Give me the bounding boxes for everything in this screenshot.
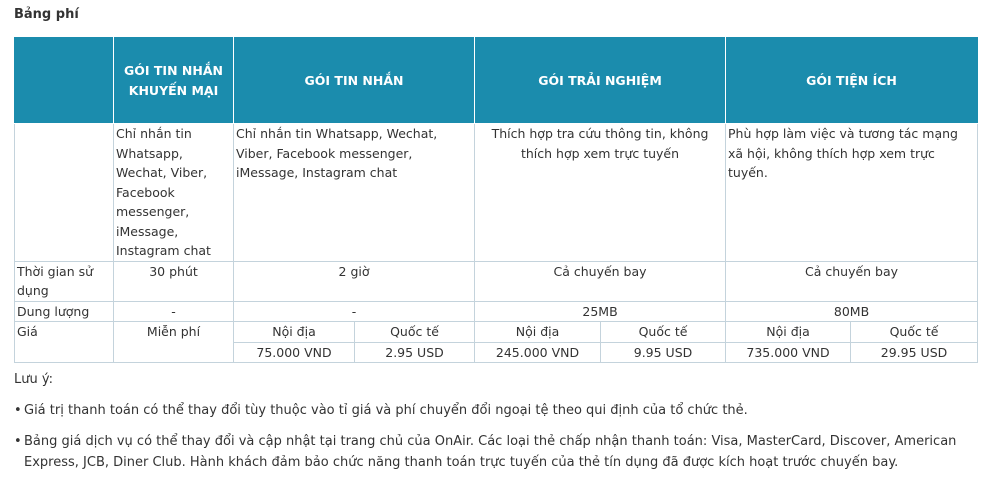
capacity-utility: 80MB <box>726 301 978 322</box>
notes-label: Lưu ý: <box>14 372 53 387</box>
messaging-domestic-label: Nội địa <box>234 322 355 343</box>
price-promo-messaging: Miễn phí <box>114 322 234 363</box>
duration-experience: Cả chuyến bay <box>475 261 726 301</box>
page-title: Bảng phí <box>14 7 79 22</box>
duration-label: Thời gian sử dụng <box>15 261 114 301</box>
description-utility: Phù hợp làm việc và tương tác mạng xã hội, không thích hợp xem trực tuyến. <box>726 124 978 262</box>
utility-international-price: 29.95 USD <box>851 342 978 363</box>
note-text-2: Bảng giá dịch vụ có thể thay đổi và cập nhật tại trang chủ của OnAir. Các loại thẻ chấp nhận thanh toán: Visa, MasterCard, Discover, American Express, JCB, Diner Club. Hành khách đảm bảo chức năng thanh toán trực tuyến của thẻ tín dụng đã được kích hoạt trước chuyến bay. <box>24 434 957 470</box>
utility-international-label: Quốc tế <box>851 322 978 343</box>
capacity-experience: 25MB <box>475 301 726 322</box>
price-label: Giá <box>15 322 114 363</box>
description-row <box>15 124 978 262</box>
utility-domestic-price: 735.000 VND <box>726 342 851 363</box>
messaging-international-label: Quốc tế <box>355 322 475 343</box>
capacity-promo-messaging: - <box>114 301 234 322</box>
capacity-messaging: - <box>234 301 475 322</box>
header-promo-messaging: GÓI TIN NHẮN KHUYẾN MẠI <box>114 38 234 124</box>
bullet-icon: • <box>14 434 22 449</box>
capacity-label: Dung lượng <box>15 301 114 322</box>
header-row <box>15 38 978 124</box>
experience-international-price: 9.95 USD <box>601 342 726 363</box>
experience-international-label: Quốc tế <box>601 322 726 343</box>
header-messaging: GÓI TIN NHẮN <box>234 38 475 124</box>
note-text-1: Giá trị thanh toán có thể thay đổi tùy thuộc vào tỉ giá và phí chuyển đổi ngoại tệ theo qui định của tổ chức thẻ. <box>24 403 748 418</box>
note-item <box>14 431 984 473</box>
fee-table <box>14 37 978 363</box>
duration-promo-messaging: 30 phút <box>114 261 234 301</box>
price-subheader-row <box>15 322 978 343</box>
description-label <box>15 124 114 262</box>
utility-domestic-label: Nội địa <box>726 322 851 343</box>
duration-utility: Cả chuyến bay <box>726 261 978 301</box>
description-promo-messaging: Chỉ nhắn tin Whatsapp, Wechat, Viber, Facebook messenger, iMessage, Instagram chat <box>114 124 234 262</box>
note-item <box>14 400 984 421</box>
bullet-icon: • <box>14 403 22 418</box>
experience-domestic-label: Nội địa <box>475 322 601 343</box>
description-experience: Thích hợp tra cứu thông tin, không thích hợp xem trực tuyến <box>475 124 726 262</box>
description-messaging: Chỉ nhắn tin Whatsapp, Wechat, Viber, Facebook messenger, iMessage, Instagram chat <box>234 124 475 262</box>
experience-domestic-price: 245.000 VND <box>475 342 601 363</box>
header-empty <box>15 38 114 124</box>
duration-row <box>15 261 978 301</box>
messaging-domestic-price: 75.000 VND <box>234 342 355 363</box>
header-utility: GÓI TIỆN ÍCH <box>726 38 978 124</box>
messaging-international-price: 2.95 USD <box>355 342 475 363</box>
duration-messaging: 2 giờ <box>234 261 475 301</box>
header-experience: GÓI TRẢI NGHIỆM <box>475 38 726 124</box>
capacity-row <box>15 301 978 322</box>
notes-section <box>14 370 984 473</box>
